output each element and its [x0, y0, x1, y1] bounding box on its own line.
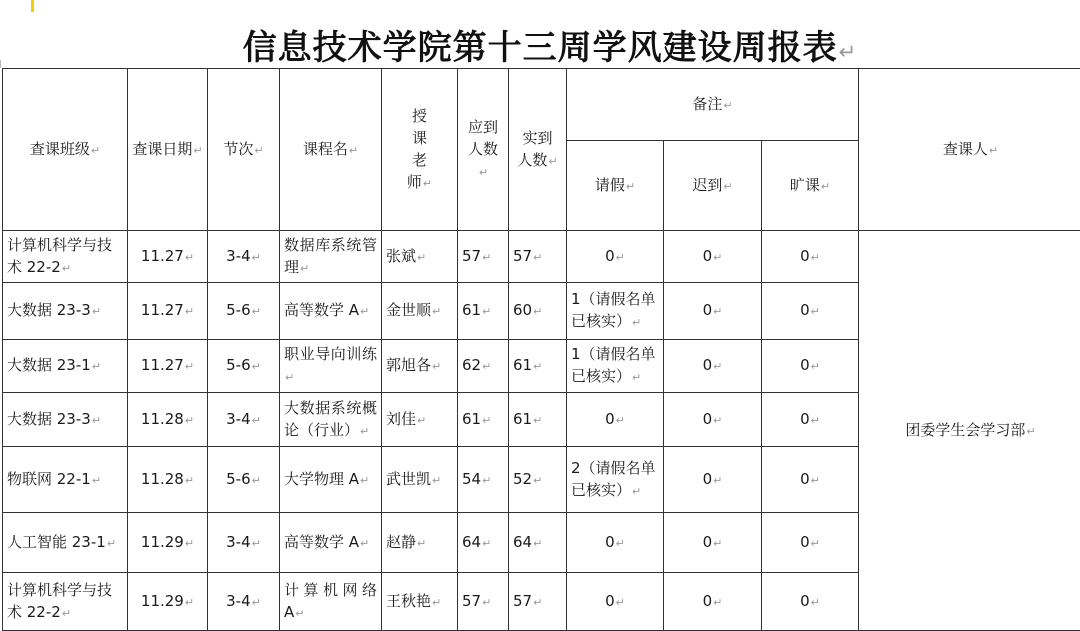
- cell-course: 高等数学 A↵: [280, 283, 382, 340]
- cell-actual: 60↵: [509, 283, 567, 340]
- cell-class: 大数据 23-3↵: [3, 283, 128, 340]
- header-teacher: 授课老师↵: [382, 69, 458, 231]
- cell-leave: 1（请假名单已核实）↵: [567, 283, 664, 340]
- header-remarks: 备注↵: [567, 69, 859, 141]
- cell-leave: 1（请假名单已核实）↵: [567, 340, 664, 393]
- cell-teacher: 郭旭各↵: [382, 340, 458, 393]
- cell-class: 人工智能 23-1↵: [3, 513, 128, 573]
- cell-expected: 57↵: [458, 573, 509, 631]
- header-row-1: [3, 69, 1080, 141]
- cell-absent: 0↵: [762, 573, 859, 631]
- cell-date: 11.28↵: [128, 393, 208, 447]
- header-inspector: 查课人↵: [859, 69, 1080, 231]
- cell-period: 5-6↵: [208, 447, 280, 513]
- cell-absent: 0↵: [762, 393, 859, 447]
- cell-course: 职业导向训练↵: [280, 340, 382, 393]
- table-row: [3, 231, 1080, 283]
- cell-date: 11.27↵: [128, 283, 208, 340]
- cell-late: 0↵: [664, 340, 762, 393]
- cell-teacher: 张斌↵: [382, 231, 458, 283]
- cell-absent: 0↵: [762, 513, 859, 573]
- cell-date: 11.29↵: [128, 513, 208, 573]
- cell-leave: 0↵: [567, 393, 664, 447]
- cell-class: 大数据 23-1↵: [3, 340, 128, 393]
- cell-late: 0↵: [664, 231, 762, 283]
- cell-class: 物联网 22-1↵: [3, 447, 128, 513]
- header-class: 查课班级↵: [3, 69, 128, 231]
- cell-expected: 54↵: [458, 447, 509, 513]
- page-title: [0, 20, 1080, 69]
- cell-course: 数据库系统管理↵: [280, 231, 382, 283]
- cell-expected: 57↵: [458, 231, 509, 283]
- header-leave: 请假↵: [567, 141, 664, 231]
- cell-inspector: 团委学生会学习部↵: [859, 231, 1080, 631]
- header-period: 节次↵: [208, 69, 280, 231]
- cell-actual: 57↵: [509, 573, 567, 631]
- cell-class: 大数据 23-3↵: [3, 393, 128, 447]
- cell-date: 11.28↵: [128, 447, 208, 513]
- yellow-marker: [31, 0, 34, 12]
- cell-expected: 61↵: [458, 283, 509, 340]
- cell-actual: 64↵: [509, 513, 567, 573]
- cell-actual: 61↵: [509, 340, 567, 393]
- cell-teacher: 金世顺↵: [382, 283, 458, 340]
- cell-period: 3-4↵: [208, 513, 280, 573]
- cell-period: 5-6↵: [208, 283, 280, 340]
- cell-absent: 0↵: [762, 340, 859, 393]
- cell-leave: 2（请假名单已核实）↵: [567, 447, 664, 513]
- cell-date: 11.27↵: [128, 231, 208, 283]
- cell-late: 0↵: [664, 513, 762, 573]
- cell-leave: 0↵: [567, 231, 664, 283]
- cell-course: 计算机网络A↵: [280, 573, 382, 631]
- paragraph-mark-icon: ↵: [839, 39, 858, 64]
- cell-late: 0↵: [664, 573, 762, 631]
- header-expected: 应到人数↵: [458, 69, 509, 231]
- cell-period: 3-4↵: [208, 573, 280, 631]
- cell-late: 0↵: [664, 393, 762, 447]
- header-course: 课程名↵: [280, 69, 382, 231]
- cell-date: 11.29↵: [128, 573, 208, 631]
- cell-teacher: 武世凯↵: [382, 447, 458, 513]
- cell-actual: 57↵: [509, 231, 567, 283]
- cell-actual: 52↵: [509, 447, 567, 513]
- cell-leave: 0↵: [567, 573, 664, 631]
- cell-period: 3-4↵: [208, 393, 280, 447]
- cell-late: 0↵: [664, 283, 762, 340]
- cell-course: 大学物理 A↵: [280, 447, 382, 513]
- header-absent: 旷课↵: [762, 141, 859, 231]
- cell-class: 计算机科学与技术 22-2↵: [3, 231, 128, 283]
- header-late: 迟到↵: [664, 141, 762, 231]
- cell-expected: 64↵: [458, 513, 509, 573]
- cell-teacher: 王秋艳↵: [382, 573, 458, 631]
- report-table: [2, 68, 1080, 631]
- cell-expected: 61↵: [458, 393, 509, 447]
- cell-leave: 0↵: [567, 513, 664, 573]
- cell-period: 5-6↵: [208, 340, 280, 393]
- cell-teacher: 刘佳↵: [382, 393, 458, 447]
- cell-absent: 0↵: [762, 447, 859, 513]
- cell-class: 计算机科学与技术 22-2↵: [3, 573, 128, 631]
- cell-period: 3-4↵: [208, 231, 280, 283]
- cell-teacher: 赵静↵: [382, 513, 458, 573]
- cell-late: 0↵: [664, 447, 762, 513]
- header-actual: 实到人数↵: [509, 69, 567, 231]
- cell-course: 高等数学 A↵: [280, 513, 382, 573]
- cell-date: 11.27↵: [128, 340, 208, 393]
- title-text: 信息技术学院第十三周学风建设周报表: [243, 28, 838, 68]
- cell-absent: 0↵: [762, 231, 859, 283]
- cell-expected: 62↵: [458, 340, 509, 393]
- cell-absent: 0↵: [762, 283, 859, 340]
- header-date: 查课日期↵: [128, 69, 208, 231]
- cell-course: 大数据系统概论（行业）↵: [280, 393, 382, 447]
- cell-actual: 61↵: [509, 393, 567, 447]
